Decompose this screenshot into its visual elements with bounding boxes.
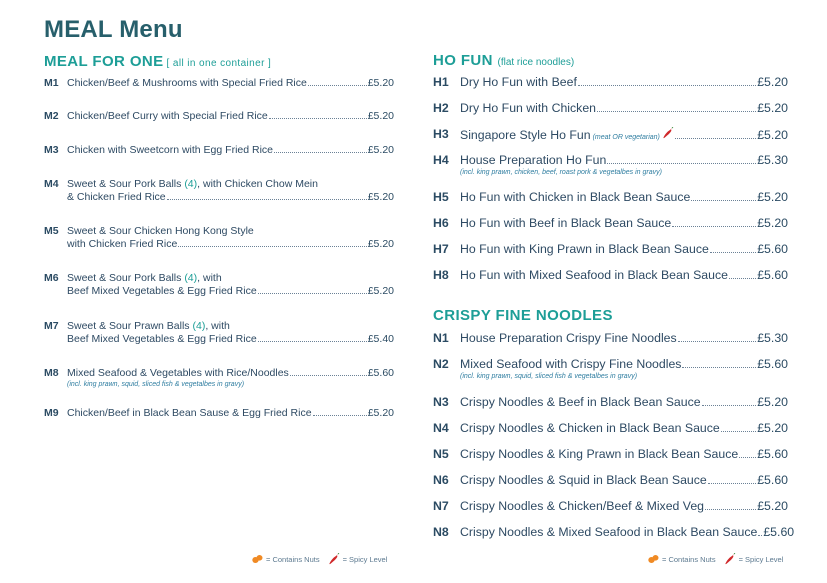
legend <box>648 553 783 565</box>
item-name: Crispy Noodles & Chicken in Black Bean Sauce <box>460 421 720 435</box>
item-price: £5.60 <box>757 268 788 282</box>
item-code: H7 <box>433 242 449 256</box>
legend-spicy-label: = Spicy Level <box>738 554 784 564</box>
item-price: £5.60 <box>757 357 788 371</box>
item-price: £5.20 <box>757 128 788 142</box>
section-subtitle: [ all in one container ] <box>166 58 272 69</box>
item-code: N8 <box>433 525 449 539</box>
item-price: £5.20 <box>757 395 788 409</box>
item-code: M1 <box>44 77 59 89</box>
item-code: H8 <box>433 268 449 282</box>
item-price: £5.20 <box>757 499 788 513</box>
item-code: N3 <box>433 395 449 409</box>
item-code: M4 <box>44 178 59 190</box>
item-name-line2: with Chicken Fried Rice <box>67 238 178 250</box>
item-name: House Preparation Ho Fun <box>460 153 607 167</box>
item-price: £5.20 <box>757 101 788 115</box>
item-code: H5 <box>433 190 449 204</box>
item-name: Crispy Noodles & Beef in Black Bean Sauce <box>460 395 701 409</box>
item-name: Singapore Style Ho Fun <box>460 128 591 142</box>
item-price: £5.60 <box>763 525 795 539</box>
item-name-line1: Sweet & Sour Prawn Balls (4), with <box>67 320 230 332</box>
peanut-icon <box>648 554 659 564</box>
item-code: M3 <box>44 144 59 156</box>
item-code: M2 <box>44 110 59 122</box>
item-code: M8 <box>44 367 59 379</box>
item-note: (incl. king prawn, squid, sliced fish & vegetalbes in gravy) <box>460 373 638 380</box>
item-name: House Preparation Crispy Fine Noodles <box>460 331 677 345</box>
item-price: £5.20 <box>757 421 788 435</box>
legend-nuts-label: = Contains Nuts <box>266 554 320 564</box>
item-name: Ho Fun with King Prawn in Black Bean Sauce <box>460 242 709 256</box>
section-title-crispy-fine-noodles <box>433 307 613 324</box>
item-code: N7 <box>433 499 449 513</box>
item-name: Chicken with Sweetcorn with Egg Fried Rice <box>67 144 274 156</box>
item-code: H2 <box>433 101 449 115</box>
legend <box>252 553 387 565</box>
section-title-meal-for-one <box>44 53 271 70</box>
item-price: £5.60 <box>757 473 788 487</box>
item-name: Crispy Noodles & Squid in Black Bean Sauce <box>460 473 707 487</box>
item-price: £5.20 <box>367 144 394 156</box>
item-code: H4 <box>433 153 449 167</box>
item-name: Ho Fun with Chicken in Black Bean Sauce <box>460 190 691 204</box>
section-title-ho-fun <box>433 52 574 69</box>
item-code: N6 <box>433 473 449 487</box>
item-code: H1 <box>433 75 449 89</box>
item-name: Chicken/Beef & Mushrooms with Special Fried Rice <box>67 77 307 89</box>
item-name: Chicken/Beef Curry with Special Fried Rice <box>67 110 268 122</box>
item-quantity: (4) <box>184 272 198 284</box>
item-name-line2: Beef Mixed Vegetables & Egg Fried Rice <box>67 285 257 297</box>
item-price: £5.40 <box>367 333 394 345</box>
item-code: H3 <box>433 127 449 141</box>
item-name-line1: Sweet & Sour Pork Balls (4), with Chicken Chow Mein <box>67 178 318 190</box>
item-name: Crispy Noodles & Chicken/Beef & Mixed Veg <box>460 499 705 513</box>
item-name-line1: Sweet & Sour Pork Balls (4), with <box>67 272 222 284</box>
item-inline-note: (meat OR vegetarian) <box>592 134 660 141</box>
legend-nuts-label: = Contains Nuts <box>662 554 716 564</box>
item-note: (incl. king prawn, squid, sliced fish & vegetalbes in gravy) <box>67 381 245 388</box>
item-code: H6 <box>433 216 449 230</box>
section-heading: CRISPY FINE NOODLES <box>433 307 613 324</box>
item-price: £5.20 <box>367 110 394 122</box>
item-code: N1 <box>433 331 449 345</box>
item-name: Chicken/Beef in Black Bean Sause & Egg Fried Rice <box>67 407 312 419</box>
item-price: £5.20 <box>367 77 394 89</box>
chili-icon <box>328 553 340 565</box>
chili-icon <box>724 553 736 565</box>
item-price: £5.60 <box>757 242 788 256</box>
item-price: £5.20 <box>367 285 394 297</box>
item-code: M5 <box>44 225 59 237</box>
item-name: Crispy Noodles & Mixed Seafood in Black Bean Sauce <box>460 525 758 539</box>
item-name: Ho Fun with Mixed Seafood in Black Bean Sauce <box>460 268 728 282</box>
section-subtitle: (flat rice noodles) <box>497 57 575 68</box>
item-price: £5.30 <box>757 331 788 345</box>
item-code: N4 <box>433 421 449 435</box>
item-code: M9 <box>44 407 59 419</box>
item-price: £5.60 <box>367 367 394 379</box>
item-name-line2: Beef Mixed Vegetables & Egg Fried Rice <box>67 333 257 345</box>
peanut-icon <box>252 554 263 564</box>
item-name: Ho Fun with Beef in Black Bean Sauce <box>460 216 672 230</box>
item-name: Mixed Seafood with Crispy Fine Noodles <box>460 357 682 371</box>
legend-spicy-label: = Spicy Level <box>342 554 388 564</box>
item-price: £5.20 <box>367 191 394 203</box>
item-name: Dry Ho Fun with Beef <box>460 75 577 89</box>
item-name-line2: & Chicken Fried Rice <box>67 191 166 203</box>
item-quantity: (4) <box>192 320 206 332</box>
item-quantity: (4) <box>184 178 198 190</box>
chili-icon <box>662 127 674 139</box>
item-code: N5 <box>433 447 449 461</box>
section-heading: MEAL FOR ONE <box>44 53 164 70</box>
item-name: Dry Ho Fun with Chicken <box>460 101 596 115</box>
item-name: Mixed Seafood & Vegetables with Rice/Noodles <box>67 367 289 379</box>
item-price: £5.20 <box>757 190 788 204</box>
section-heading: HO FUN <box>433 52 493 69</box>
item-price: £5.20 <box>757 216 788 230</box>
item-note: (incl. king prawn, chicken, beef, roast pork & vegetalbes in gravy) <box>460 169 662 176</box>
item-name-line1: Sweet & Sour Chicken Hong Kong Style <box>67 225 254 237</box>
item-price: £5.30 <box>757 153 788 167</box>
item-price: £5.20 <box>367 407 394 419</box>
item-price: £5.20 <box>757 75 788 89</box>
item-code: M7 <box>44 320 59 332</box>
item-code: N2 <box>433 357 449 371</box>
item-price: £5.20 <box>367 238 394 250</box>
page-title: MEAL Menu <box>44 16 183 43</box>
item-name: Crispy Noodles & King Prawn in Black Bean Sauce <box>460 447 739 461</box>
item-code: M6 <box>44 272 59 284</box>
item-price: £5.60 <box>757 447 788 461</box>
